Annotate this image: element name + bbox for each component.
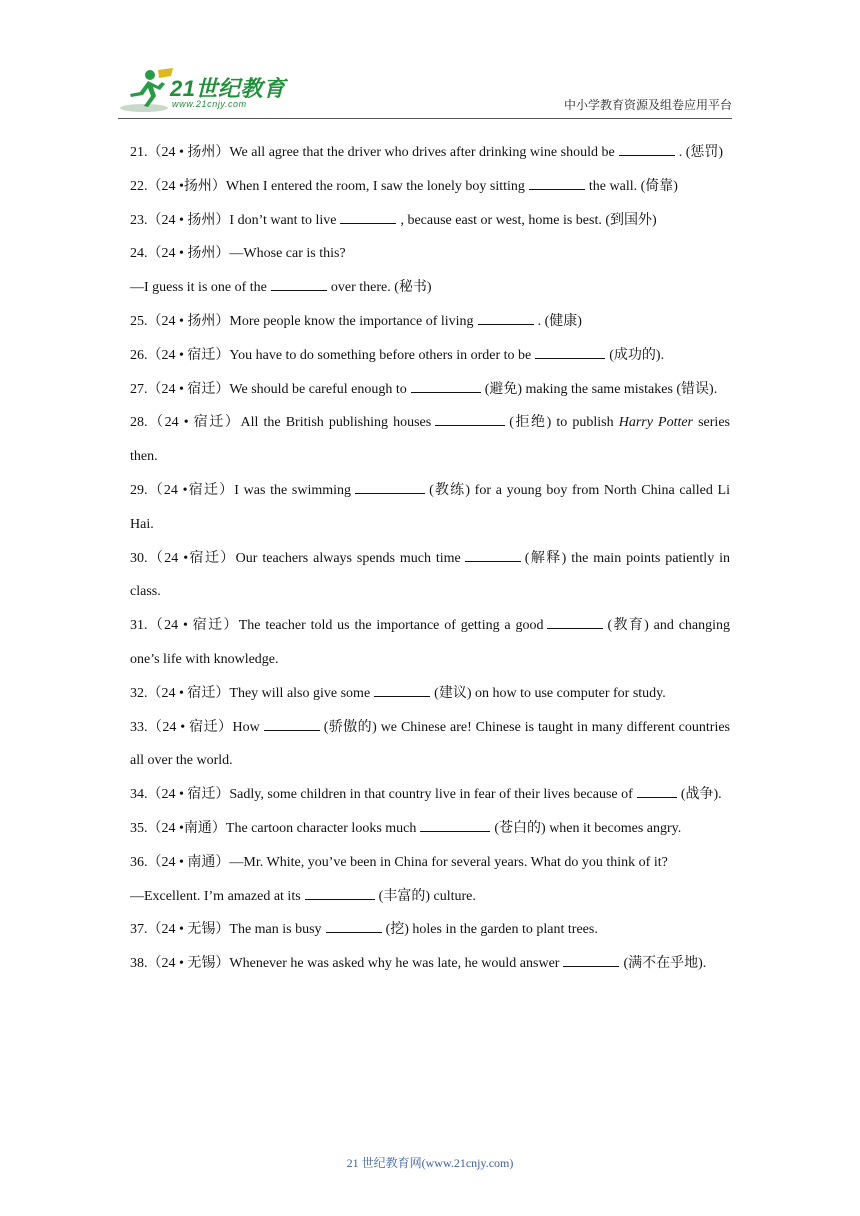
book-title: Harry Potter <box>618 415 694 431</box>
question-item: 32.（24 • 宿迁）They will also give some (建议) on how to use computer for study. <box>130 677 730 711</box>
question-item: 24.（24 • 扬州）—Whose car is this? <box>130 246 346 262</box>
site-logo <box>118 66 298 116</box>
question-item: 35.（24 •南通）The cartoon character looks much (苍白的) when it becomes angry. <box>130 812 730 846</box>
answer-blank[interactable] <box>374 682 430 697</box>
answer-blank[interactable] <box>305 885 375 900</box>
question-item: 25.（24 • 扬州）More people know the importance of living . (健康) <box>130 305 730 339</box>
question-list <box>130 136 730 981</box>
page-footer: 21 世纪教育网(www.21cnjy.com) <box>346 1156 514 1170</box>
answer-blank[interactable] <box>411 378 481 393</box>
question-item: 38.（24 • 无锡）Whenever he was asked why he was late, he would answer (满不在乎地). <box>130 947 730 981</box>
question-item: 33.（24 • 宿迁）How (骄傲的) we Chinese are! Chinese is taught in many different countries all over the world. <box>130 711 730 779</box>
question-item: —I guess it is one of the over there. (秘书) <box>130 271 730 305</box>
answer-blank[interactable] <box>340 209 396 224</box>
question-item: —Excellent. I’m amazed at its (丰富的) culture. <box>130 880 730 914</box>
answer-blank[interactable] <box>326 918 382 933</box>
answer-blank[interactable] <box>563 952 619 967</box>
question-item: 37.（24 • 无锡）The man is busy (挖) holes in the garden to plant trees. <box>130 913 730 947</box>
answer-blank[interactable] <box>355 479 425 494</box>
question-item: 36.（24 • 南通）—Mr. White, you’ve been in China for several years. What do you think of it? <box>130 854 668 870</box>
question-item: 22.（24 •扬州）When I entered the room, I saw the lonely boy sitting the wall. (倚靠) <box>130 170 730 204</box>
answer-blank[interactable] <box>529 175 585 190</box>
answer-blank[interactable] <box>535 344 605 359</box>
logo-url: www.21cnjy.com <box>172 99 247 109</box>
question-item: 34.（24 • 宿迁）Sadly, some children in that country live in fear of their lives because of (战争). <box>130 778 730 812</box>
answer-blank[interactable] <box>271 276 327 291</box>
answer-blank[interactable] <box>264 716 320 731</box>
logo-text: 21世纪教育 <box>170 76 286 101</box>
question-item: 23.（24 • 扬州）I don’t want to live , because east or west, home is best. (到国外) <box>130 204 730 238</box>
question-item: 21.（24 • 扬州）We all agree that the driver who drives after drinking wine should be . (惩罚) <box>130 136 730 170</box>
platform-name: 中小学教育资源及组卷应用平台 <box>563 98 732 112</box>
question-item: 26.（24 • 宿迁）You have to do something before others in order to be (成功的). <box>130 339 730 373</box>
question-item: 28.（24 • 宿迁）All the British publishing houses (拒绝) to publish Harry Potter series then. <box>130 406 730 474</box>
answer-blank[interactable] <box>637 783 677 798</box>
question-item: 29.（24 •宿迁）I was the swimming (教练) for a young boy from North China called Li Hai. <box>130 474 730 542</box>
answer-blank[interactable] <box>478 310 534 325</box>
answer-blank[interactable] <box>465 547 521 562</box>
answer-blank[interactable] <box>435 411 505 426</box>
runner-logo-icon <box>118 66 178 114</box>
answer-blank[interactable] <box>619 141 675 156</box>
header-divider <box>118 118 732 119</box>
page-header <box>118 66 732 116</box>
question-item: 30.（24 •宿迁）Our teachers always spends much time (解释) the main points patiently in class. <box>130 542 730 610</box>
question-item: 31.（24 • 宿迁）The teacher told us the importance of getting a good (教育) and changing one’s life with knowledge. <box>130 609 730 677</box>
question-item: 27.（24 • 宿迁）We should be careful enough to (避免) making the same mistakes (错误). <box>130 373 730 407</box>
answer-blank[interactable] <box>547 614 603 629</box>
answer-blank[interactable] <box>420 817 490 832</box>
